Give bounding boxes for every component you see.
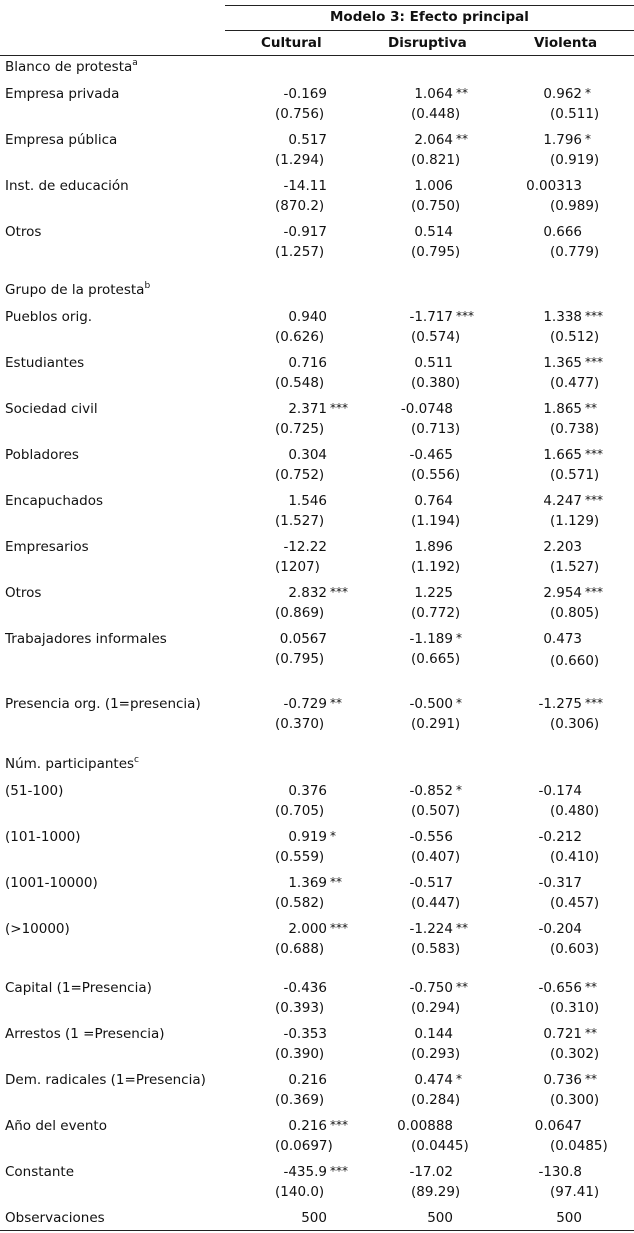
std-error: (0.380)	[411, 375, 461, 391]
coef-value: -0.852	[409, 783, 453, 799]
std-error: (0.750)	[411, 198, 461, 214]
section-label	[5, 281, 150, 299]
std-error: (0.0697)	[275, 1138, 333, 1154]
row-label: (1001-10000)	[5, 875, 98, 891]
significance-stars: ***	[330, 1118, 348, 1132]
coef-value: -0.204	[538, 921, 582, 937]
coef-value: 1.338	[543, 309, 582, 325]
significance-stars: ***	[585, 355, 603, 369]
std-error: (0.284)	[411, 1092, 461, 1108]
coef-value: 2.954	[543, 585, 582, 601]
coef-value: 0.144	[414, 1026, 453, 1042]
std-error: (0.756)	[275, 106, 325, 122]
row-label: Empresa pública	[5, 132, 118, 148]
coef-value: -14.11	[283, 178, 327, 194]
coef-value: 0.764	[414, 493, 453, 509]
significance-stars: ***	[330, 1164, 348, 1178]
std-error: (89.29)	[411, 1184, 461, 1200]
significance-stars: **	[330, 696, 342, 710]
std-error: (0.507)	[411, 803, 461, 819]
row-label: Constante	[5, 1164, 74, 1180]
row-label: (51-100)	[5, 783, 64, 799]
footnote-marker: b	[144, 281, 151, 291]
significance-stars: ***	[585, 447, 603, 461]
coef-value: -0.500	[409, 696, 453, 712]
significance-stars: **	[330, 875, 342, 889]
section-label-text: Núm. participantes	[5, 756, 135, 772]
std-error: (1.257)	[275, 244, 325, 260]
std-error: (0.603)	[550, 941, 600, 957]
coef-value: 1.006	[414, 178, 453, 194]
std-error: (0.480)	[550, 803, 600, 819]
std-error: (0.393)	[275, 1000, 325, 1016]
coef-value: 4.247	[543, 493, 582, 509]
row-label: Encapuchados	[5, 493, 104, 509]
row-label: Sociedad civil	[5, 401, 98, 417]
coef-value: 0.0567	[279, 631, 327, 647]
std-error: (0.989)	[550, 198, 600, 214]
coef-value: 2.203	[543, 539, 582, 555]
std-error: (0.869)	[275, 605, 325, 621]
significance-stars: **	[585, 401, 597, 415]
row-label: Presencia org. (1=presencia)	[5, 696, 201, 712]
std-error: (0.511)	[550, 106, 600, 122]
std-error: (0.919)	[550, 152, 600, 168]
significance-stars: ***	[330, 401, 348, 415]
col-header-disruptiva: Disruptiva	[388, 35, 467, 51]
header-rule	[0, 55, 634, 56]
std-error: (0.738)	[550, 421, 600, 437]
std-error: (0.574)	[411, 329, 461, 345]
coef-value: 1.546	[288, 493, 327, 509]
std-error: (1.192)	[411, 559, 461, 575]
row-label: Estudiantes	[5, 355, 85, 371]
coef-value: -1.275	[538, 696, 582, 712]
std-error: (0.310)	[550, 1000, 600, 1016]
significance-stars: ***	[456, 309, 474, 323]
coef-value: 1.665	[543, 447, 582, 463]
footnote-marker: c	[134, 755, 139, 765]
std-error: (0.306)	[550, 716, 600, 732]
row-label: Dem. radicales (1=Presencia)	[5, 1072, 206, 1088]
row-label: Pueblos orig.	[5, 309, 93, 325]
std-error: (0.369)	[275, 1092, 325, 1108]
std-error: (0.582)	[275, 895, 325, 911]
coef-value: -1.717	[409, 309, 453, 325]
std-error: (0.294)	[411, 1000, 461, 1016]
coef-value: 1.365	[543, 355, 582, 371]
coef-value: 2.000	[288, 921, 327, 937]
std-error: (0.713)	[411, 421, 461, 437]
coef-value: 0.0647	[534, 1118, 582, 1134]
std-error: (0.300)	[550, 1092, 600, 1108]
std-error: (1.129)	[550, 513, 600, 529]
std-error: (0.795)	[275, 651, 325, 667]
section-label	[5, 58, 138, 76]
coef-value: 0.736	[543, 1072, 582, 1088]
std-error: (0.457)	[550, 895, 600, 911]
coef-value: 2.064	[414, 132, 453, 148]
coef-value: 1.369	[288, 875, 327, 891]
coef-value: 1.865	[543, 401, 582, 417]
std-error: (0.795)	[411, 244, 461, 260]
coef-value: 0.511	[414, 355, 453, 371]
coef-value: -1.189	[409, 631, 453, 647]
section-label	[5, 755, 139, 773]
significance-stars: **	[585, 1072, 597, 1086]
row-label: (101-1000)	[5, 829, 81, 845]
significance-stars: *	[456, 783, 462, 797]
significance-stars: ***	[585, 696, 603, 710]
observations-value: 500	[301, 1210, 327, 1226]
coef-value: -0.729	[283, 696, 327, 712]
std-error: (0.688)	[275, 941, 325, 957]
model-title: Modelo 3: Efecto principal	[330, 9, 529, 25]
coef-value: 0.919	[288, 829, 327, 845]
significance-stars: ***	[585, 309, 603, 323]
section-label-text: Blanco de protesta	[5, 59, 133, 75]
coef-value: 0.517	[288, 132, 327, 148]
row-label: Observaciones	[5, 1210, 105, 1226]
col-header-violenta: Violenta	[534, 35, 598, 51]
std-error: (0.752)	[275, 467, 325, 483]
std-error: (0.293)	[411, 1046, 461, 1062]
coef-value: -0.169	[283, 86, 327, 102]
std-error: (0.705)	[275, 803, 325, 819]
std-error: (0.477)	[550, 375, 600, 391]
coef-value: -0.556	[409, 829, 453, 845]
footnote-marker: a	[132, 58, 138, 68]
std-error: (1.194)	[411, 513, 461, 529]
row-label: Otros	[5, 224, 42, 240]
top-rule	[225, 5, 634, 6]
significance-stars: **	[456, 132, 468, 146]
coef-value: -0.750	[409, 980, 453, 996]
std-error: (0.370)	[275, 716, 325, 732]
coef-value: -0.317	[538, 875, 582, 891]
coef-value: -0.174	[538, 783, 582, 799]
row-label: Trabajadores informales	[5, 631, 167, 647]
std-error: (0.556)	[411, 467, 461, 483]
coef-value: 1.896	[414, 539, 453, 555]
significance-stars: *	[456, 1072, 462, 1086]
row-label: Otros	[5, 585, 42, 601]
observations-value: 500	[556, 1210, 582, 1226]
std-error: (97.41)	[550, 1184, 600, 1200]
significance-stars: ***	[330, 921, 348, 935]
std-error: (0.302)	[550, 1046, 600, 1062]
std-error: (0.571)	[550, 467, 600, 483]
coef-value: 0.304	[288, 447, 327, 463]
coef-value: 0.666	[543, 224, 582, 240]
row-label: Inst. de educación	[5, 178, 129, 194]
significance-stars: **	[456, 86, 468, 100]
coef-value: 0.216	[288, 1072, 327, 1088]
model-rule	[225, 30, 634, 31]
coef-value: -0.353	[283, 1026, 327, 1042]
coef-value: 1.796	[543, 132, 582, 148]
coef-value: 1.064	[414, 86, 453, 102]
coef-value: -12.22	[283, 539, 327, 555]
coef-value: -435.9	[283, 1164, 327, 1180]
row-label: Empresa privada	[5, 86, 120, 102]
coef-value: 0.962	[543, 86, 582, 102]
std-error: (1.527)	[275, 513, 325, 529]
coef-value: -0.917	[283, 224, 327, 240]
significance-stars: **	[585, 980, 597, 994]
std-error: (0.407)	[411, 849, 461, 865]
coef-value: -0.656	[538, 980, 582, 996]
significance-stars: **	[456, 921, 468, 935]
coef-value: -130.8	[538, 1164, 582, 1180]
coef-value: -0.517	[409, 875, 453, 891]
section-label-text: Grupo de la protesta	[5, 282, 145, 298]
coef-value: 0.721	[543, 1026, 582, 1042]
std-error: (0.390)	[275, 1046, 325, 1062]
std-error: (870.2)	[275, 198, 325, 214]
row-label: Empresarios	[5, 539, 89, 555]
coef-value: 0.474	[414, 1072, 453, 1088]
std-error: (0.821)	[411, 152, 461, 168]
coef-value: -0.436	[283, 980, 327, 996]
std-error: (0.725)	[275, 421, 325, 437]
std-error: (0.0445)	[411, 1138, 469, 1154]
significance-stars: **	[456, 980, 468, 994]
coef-value: 2.371	[288, 401, 327, 417]
coef-value: -0.0748	[400, 401, 453, 417]
coef-value: 0.00888	[397, 1118, 453, 1134]
coef-value: -0.212	[538, 829, 582, 845]
std-error: (0.583)	[411, 941, 461, 957]
std-error: (0.291)	[411, 716, 461, 732]
row-label: Año del evento	[5, 1118, 107, 1134]
coef-value: 1.225	[414, 585, 453, 601]
coef-value: 0.376	[288, 783, 327, 799]
row-label: (>10000)	[5, 921, 70, 937]
std-error: (0.665)	[411, 651, 461, 667]
coef-value: -1.224	[409, 921, 453, 937]
std-error: (1207)	[275, 559, 320, 575]
std-error: (0.448)	[411, 106, 461, 122]
row-label: Capital (1=Presencia)	[5, 980, 152, 996]
significance-stars: *	[456, 696, 462, 710]
observations-value: 500	[427, 1210, 453, 1226]
std-error: (0.410)	[550, 849, 600, 865]
coef-value: 2.832	[288, 585, 327, 601]
coef-value: 0.716	[288, 355, 327, 371]
significance-stars: ***	[585, 585, 603, 599]
significance-stars: *	[585, 132, 591, 146]
std-error: (140.0)	[275, 1184, 325, 1200]
std-error: (1.527)	[550, 559, 600, 575]
std-error: (0.548)	[275, 375, 325, 391]
significance-stars: ***	[585, 493, 603, 507]
coef-value: -0.465	[409, 447, 453, 463]
col-header-cultural: Cultural	[261, 35, 322, 51]
std-error: (0.559)	[275, 849, 325, 865]
significance-stars: *	[456, 631, 462, 645]
coef-value: 0.514	[414, 224, 453, 240]
std-error: (0.805)	[550, 605, 600, 621]
std-error: (0.512)	[550, 329, 600, 345]
coef-value: 0.00313	[526, 178, 582, 194]
bottom-rule	[0, 1230, 634, 1231]
std-error: (0.779)	[550, 244, 600, 260]
std-error: (1.294)	[275, 152, 325, 168]
std-error: (0.0485)	[550, 1138, 608, 1154]
significance-stars: *	[585, 86, 591, 100]
coef-value: 0.940	[288, 309, 327, 325]
std-error: (0.447)	[411, 895, 461, 911]
std-error: (0.772)	[411, 605, 461, 621]
std-error: (0.660)	[550, 653, 600, 669]
significance-stars: ***	[330, 585, 348, 599]
coef-value: 0.216	[288, 1118, 327, 1134]
coef-value: 0.473	[543, 631, 582, 647]
significance-stars: *	[330, 829, 336, 843]
row-label: Pobladores	[5, 447, 79, 463]
significance-stars: **	[585, 1026, 597, 1040]
coef-value: -17.02	[409, 1164, 453, 1180]
std-error: (0.626)	[275, 329, 325, 345]
row-label: Arrestos (1 =Presencia)	[5, 1026, 165, 1042]
